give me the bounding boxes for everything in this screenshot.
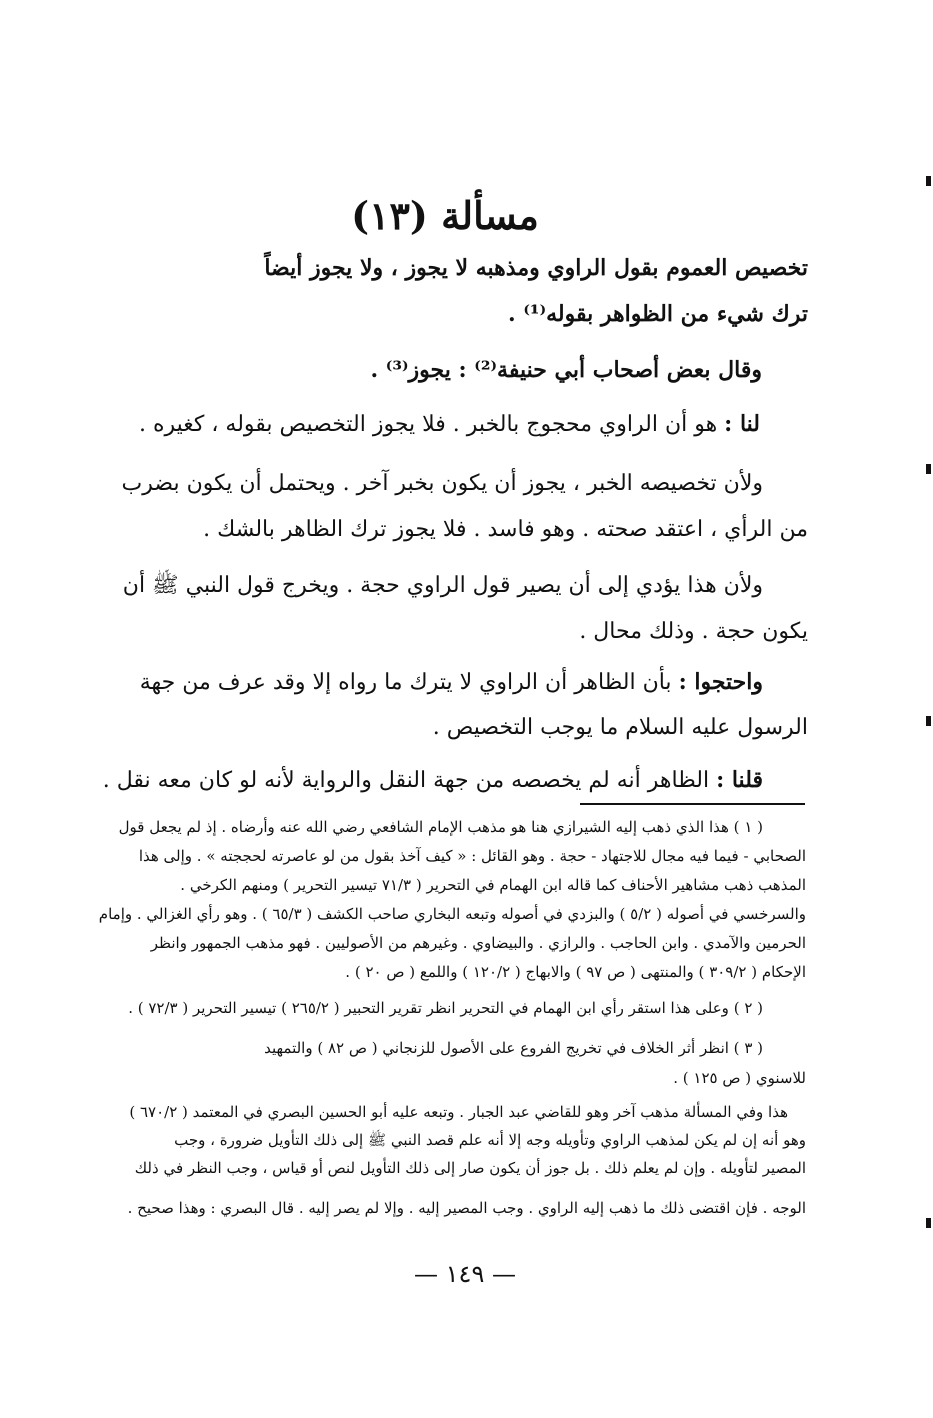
page-number: — ١٤٩ — [414,1260,516,1288]
heading-line-1: تخصيص العموم بقول الراوي ومذهبه لا يجوز ، ولا يجوز أيضاً [264,255,808,281]
scan-edge-mark [926,176,931,186]
footnote-1-line-5: الحرمين والآمدي . وابن الحاجب . والرازي . والبيضاوي . وغيرهم من الأصوليين . فهو مذهب الجمهور وانظر [150,934,806,952]
footnote-1-line-6: الإحكام ( ٣٠٩/٢ ) والمنتهى ( ص ٩٧ ) والابهاج ( ١٢٠/٢ ) واللمع ( ص ٢٠ ) . [345,963,806,981]
paragraph-3-line-2: يكون حجة . وذلك محال . [579,619,808,644]
footnote-3-line-2: للاسنوي ( ص ١٢٥ ) . [673,1069,806,1087]
heading-line-2: ترك شيء من الظواهر بقوله⁽¹⁾ . [508,301,808,327]
scan-edge-mark [926,716,931,726]
footnote-3-line-1: ( ٣ ) انظر أثر الخلاف في تخريج الفروع على الأصول للزنجاني ( ص ٨٢ ) والتمهيد [264,1039,763,1057]
paragraph-2-line-2: من الرأي ، اعتقد صحته . وهو فاسد . فلا يجوز ترك الظاهر بالشك . [203,517,808,542]
lana-label: لنا : [724,411,760,437]
footnote-3-extension-line-1: هذا وفي المسألة مذهب آخر وهو للقاضي عبد الجبار . وتبعه عليه أبو الحسين البصري في المعتمد ( ٦٧٠/٢ ) [129,1103,788,1121]
paragraph-ihtajju-line-1 [118,664,763,700]
masala-title: مسألة (١٣) [351,193,539,238]
footnote-separator [580,803,805,805]
paragraph-lana [138,406,760,442]
opposing-view: وقال بعض أصحاب أبي حنيفة⁽²⁾ : يجوز⁽³⁾ . [370,357,762,383]
paragraph-4-line-2: الرسول عليه السلام ما يوجب التخصيص . [432,715,808,740]
footnote-1-line-4: والسرخسي في أصوله ( ٥/٢ ) والبزدي في أصوله وتبعه البخاري صاحب الكشف ( ٦٥/٣ ) . وهو رأي الغزالي . وإمام [98,905,806,923]
footnote-3-extension-line-4: الوجه . فإن اقتضى ذلك ما ذهب إليه الراوي . وجب المصير إليه . وإلا لم يصر إليه . قال البصري : وهذا صحيح . [127,1199,806,1217]
footnote-2: ( ٢ ) وعلى هذا استقر رأي ابن الهمام في التحرير انظر تقرير التحبير ( ٢٦٥/٢ ) تيسير التحرير ( ٧٢/٣ ) . [128,999,763,1017]
footnote-3-extension-line-3: المصير لتأويله . وإن لم يعلم ذلك . بل جوز أن يكون صار إلى ذلك التأويل لنص أو قياس ، وجب النظر في ذلك [134,1159,806,1177]
paragraph-3-line-1: ولأن هذا يؤدي إلى أن يصير قول الراوي حجة . ويخرج قول النبي ﷺ أن [122,573,763,598]
footnote-3-extension-line-2: وهو أنه إن لم يكن لمذهب الراوي وتأويله وجه إلا أنه علم قصد النبي ﷺ إلى ذلك التأويل ضرورة ، وجب [174,1131,806,1149]
ihtajju-text: بأن الظاهر أن الراوي لا يترك ما رواه إلا وقد عرف من جهة [139,670,672,695]
footnote-1-line-3: المذهب ذهب مشاهير الأحناف كما قاله ابن الهمام في التحرير ( ٧١/٣ تيسير التحرير ) ومنهم الكرخي . [180,876,806,894]
footnote-1-line-2: الصحابي - فيما فيه مجال للاجتهاد - حجة . وهو القائل : « كيف آخذ بقول من لو عاصرته لحججته » . وإلى هذا [138,847,806,865]
paragraph-2-line-1: ولأن تخصيصه الخبر ، يجوز أن يكون بخبر آخر . ويحتمل أن يكون بضرب [121,471,763,496]
footnote-1-line-1: ( ١ ) هذا الذي ذهب إليه الشيرازي هنا هو مذهب الإمام الشافعي رضي الله عنه وأرضاه . إذ لم يجعل قول [118,818,763,836]
qulna-text: الظاهر أنه لم يخصصه من جهة النقل والرواية لأنه لو كان معه نقل . [102,768,710,793]
paragraph-qulna [102,762,763,798]
scan-edge-mark [926,1218,931,1228]
scan-edge-mark [926,464,931,474]
lana-text: هو أن الراوي محجوج بالخبر . فلا يجوز التخصيص بقوله ، كغيره . [138,412,718,437]
ihtajju-label: واحتجوا : [678,669,763,695]
qulna-label: قلنا : [716,767,763,793]
